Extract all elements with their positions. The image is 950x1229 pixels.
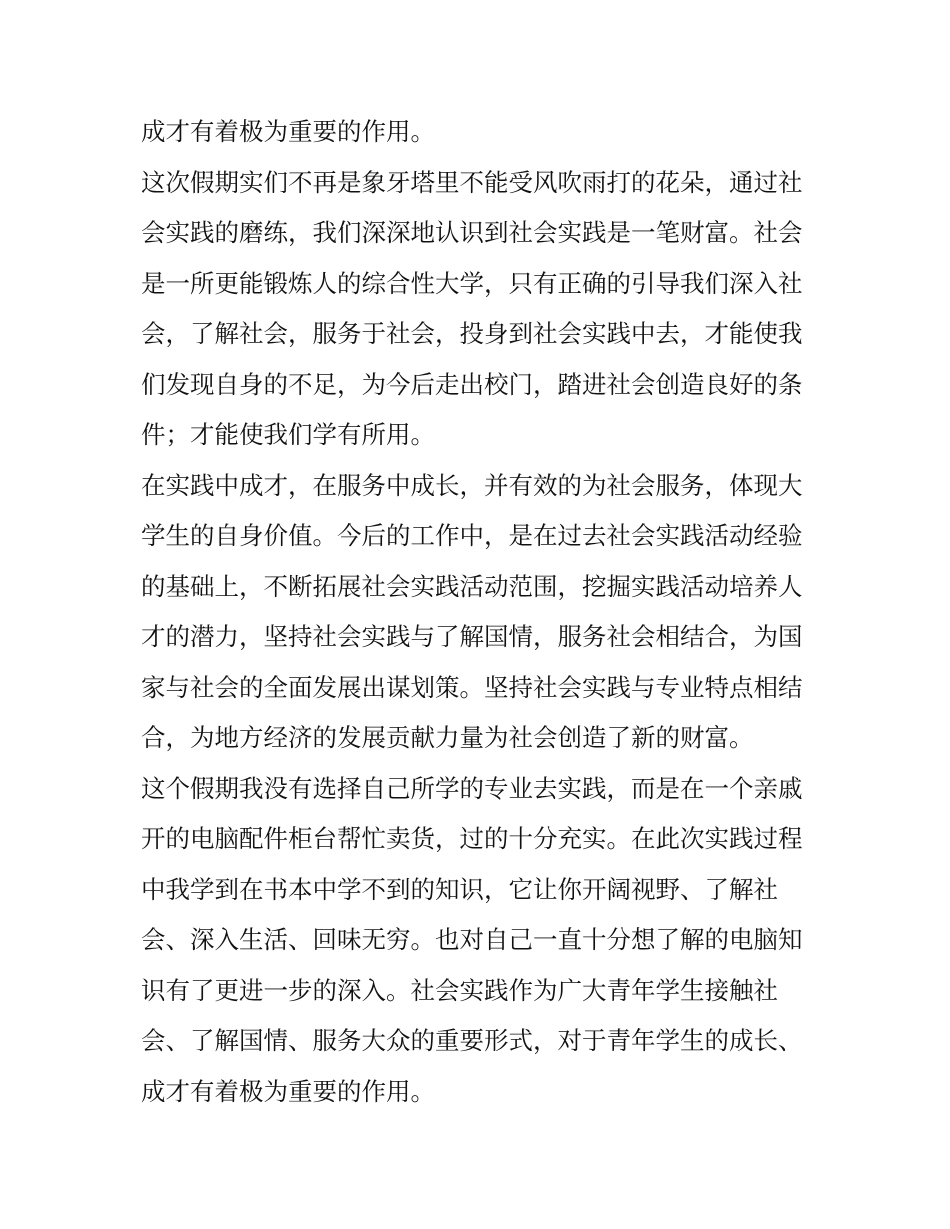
- text-line: 这个假期我没有选择自己所学的专业去实践，而是在一个亲戚: [141, 773, 803, 803]
- text-line: 合，为地方经济的发展贡献力量为社会创造了新的财富。: [141, 723, 754, 752]
- text-line: 开的电脑配件柜台帮忙卖货，过的十分充实。在此次实践过程: [141, 824, 803, 853]
- document-body: [141, 107, 821, 1117]
- text-line: 这次假期实们不再是象牙塔里不能受风吹雨打的花朵，通过社: [141, 167, 803, 197]
- text-line: 成才有着极为重要的作用。: [141, 117, 435, 146]
- text-line: 成才有着极为重要的作用。: [141, 1076, 435, 1106]
- text-line: 件；才能使我们学有所用。: [141, 420, 435, 449]
- text-line: 会实践的磨练，我们深深地认识到社会实践是一笔财富。社会: [141, 218, 803, 247]
- text-line: 会、了解国情、服务大众的重要形式，对于青年学生的成长、: [141, 1026, 803, 1055]
- text-line: 才的潜力，坚持社会实践与了解国情，服务社会相结合，为国: [141, 622, 803, 651]
- text-line: 是一所更能锻炼人的综合性大学，只有正确的引导我们深入社: [141, 268, 803, 298]
- text-line: 识有了更进一步的深入。社会实践作为广大青年学生接触社: [141, 975, 778, 1005]
- text-line: 会，了解社会，服务于社会，投身到社会实践中去，才能使我: [141, 319, 803, 348]
- text-line: 学生的自身价值。今后的工作中，是在过去社会实践活动经验: [141, 521, 803, 550]
- text-line: 中我学到在书本中学不到的知识，它让你开阔视野、了解社: [141, 874, 778, 904]
- text-line: 家与社会的全面发展出谋划策。坚持社会实践与专业特点相结: [141, 672, 803, 702]
- text-line: 们发现自身的不足，为今后走出校门，踏进社会创造良好的条: [141, 369, 803, 399]
- text-line: 会、深入生活、回味无穷。也对自己一直十分想了解的电脑知: [141, 925, 803, 954]
- text-line: 的基础上，不断拓展社会实践活动范围，挖掘实践活动培养人: [141, 571, 803, 601]
- text-line: 在实践中成才，在服务中成长，并有效的为社会服务，体现大: [141, 470, 803, 500]
